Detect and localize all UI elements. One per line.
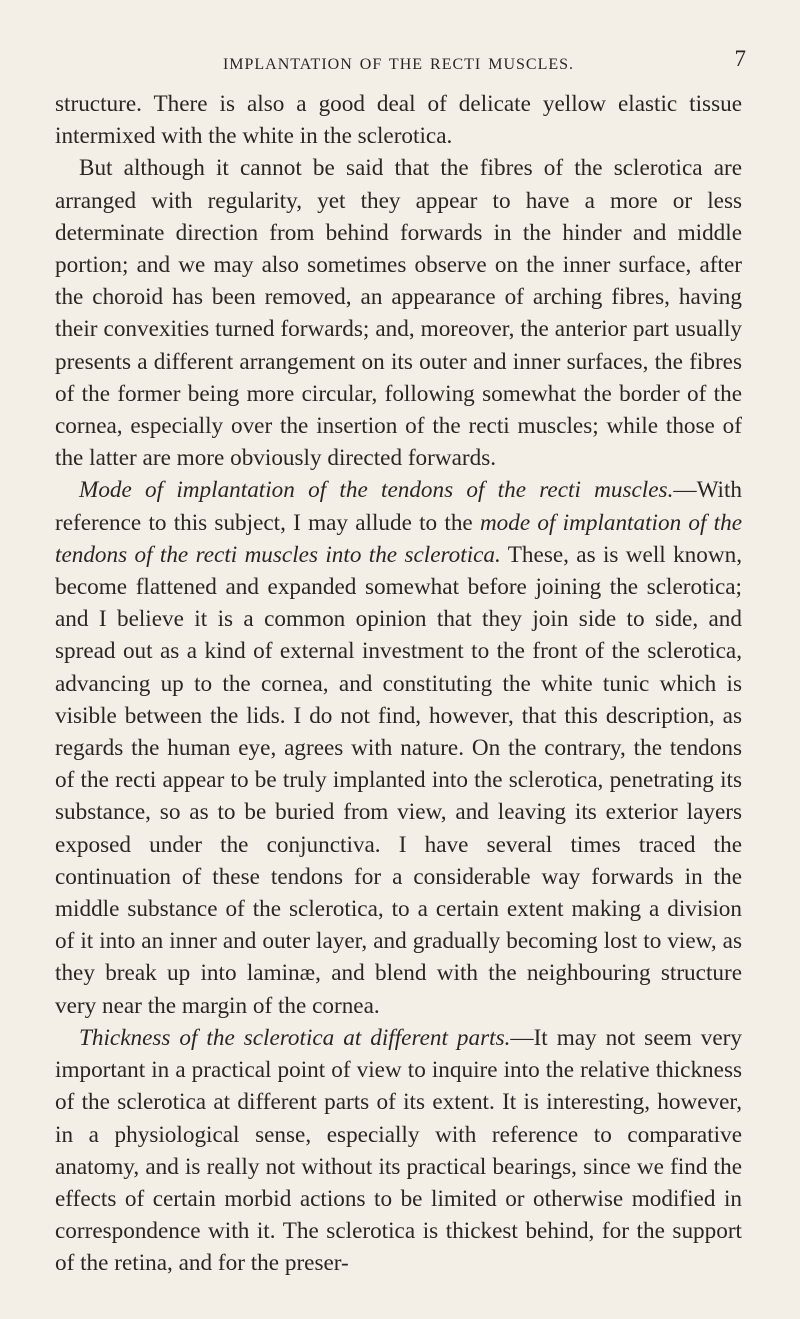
implantation-emphasis: mode of implantation of the tendons of the recti muscles into the sclerotica. bbox=[55, 509, 742, 568]
paragraph-thickness bbox=[55, 1022, 742, 1280]
paragraph-continuation: structure. There is also a good deal of delicate yellow elastic tissue intermixed with the white in the sclerotica. bbox=[55, 91, 742, 150]
paragraph-fibre-arrangement: But although it cannot be said that the fibres of the sclerotica are arranged with regularity, yet they appear to have a more or less determinate direction from behind forwards in the hinder and middle portion; and we may also sometimes observe on the inner surface, after the choroid has been removed, an appearance of arching fibres, having their convexities turned forwards; and, moreover, the anterior part usually presents a different arrangement on its outer and inner surfaces, the fibres of the former being more circular, following somewhat the border of the cornea, especially over the insertion of the recti muscles; while those of the latter are more obviously directed forwards. bbox=[55, 155, 742, 472]
implantation-text-body: These, as is well known, become flattened and expanded somewhat before joining the sclerotica; and I believe it is a common opinion that they join side to side, and spread out as a kind of external investment to the front of the sclerotica, advancing up to the cornea, and constituting the white tunic which is visible between the lids. I do not find, however, that this description, as regards the human eye, agrees with nature. On the contrary, the tendons of the recti appear to be truly implanted into the sclerotica, penetrating its substance, so as to be buried from view, and leaving its exterior layers exposed under the conjunctiva. I have several times traced the continuation of these tendons for a considerable way forwards in the middle substance of the sclerotica, to a certain extent making a division of it into an inner and outer layer, and gradually becoming lost to view, as they break up into laminæ, and blend with the neighbouring structure very near the margin of the cornea. bbox=[55, 541, 742, 1019]
section-heading-thickness: Thickness of the sclerotica at different parts. bbox=[79, 1024, 511, 1051]
running-title: IMPLANTATION OF THE RECTI MUSCLES. bbox=[222, 56, 575, 73]
body-text bbox=[55, 88, 742, 1280]
running-head bbox=[55, 0, 746, 88]
section-heading-implantation: Mode of implantation of the tendons of the recti muscles. bbox=[79, 477, 674, 504]
paragraph-implantation bbox=[55, 474, 742, 1021]
implantation-text-intro: —With reference to this subject, I may allude to the bbox=[55, 477, 742, 536]
thickness-text: —It may not seem very important in a practical point of view to inquire into the relative thickness of the sclerotica at different parts of its extent. It is interesting, however, in a physiological sense, especially with reference to comparative anatomy, and is really not without its practical bearings, since we find the effects of certain morbid actions to be limited or otherwise modified in correspondence with it. The sclerotica is thickest behind, for the support of the retina, and for the preser- bbox=[55, 1024, 742, 1277]
page-number: 7 bbox=[734, 46, 746, 71]
